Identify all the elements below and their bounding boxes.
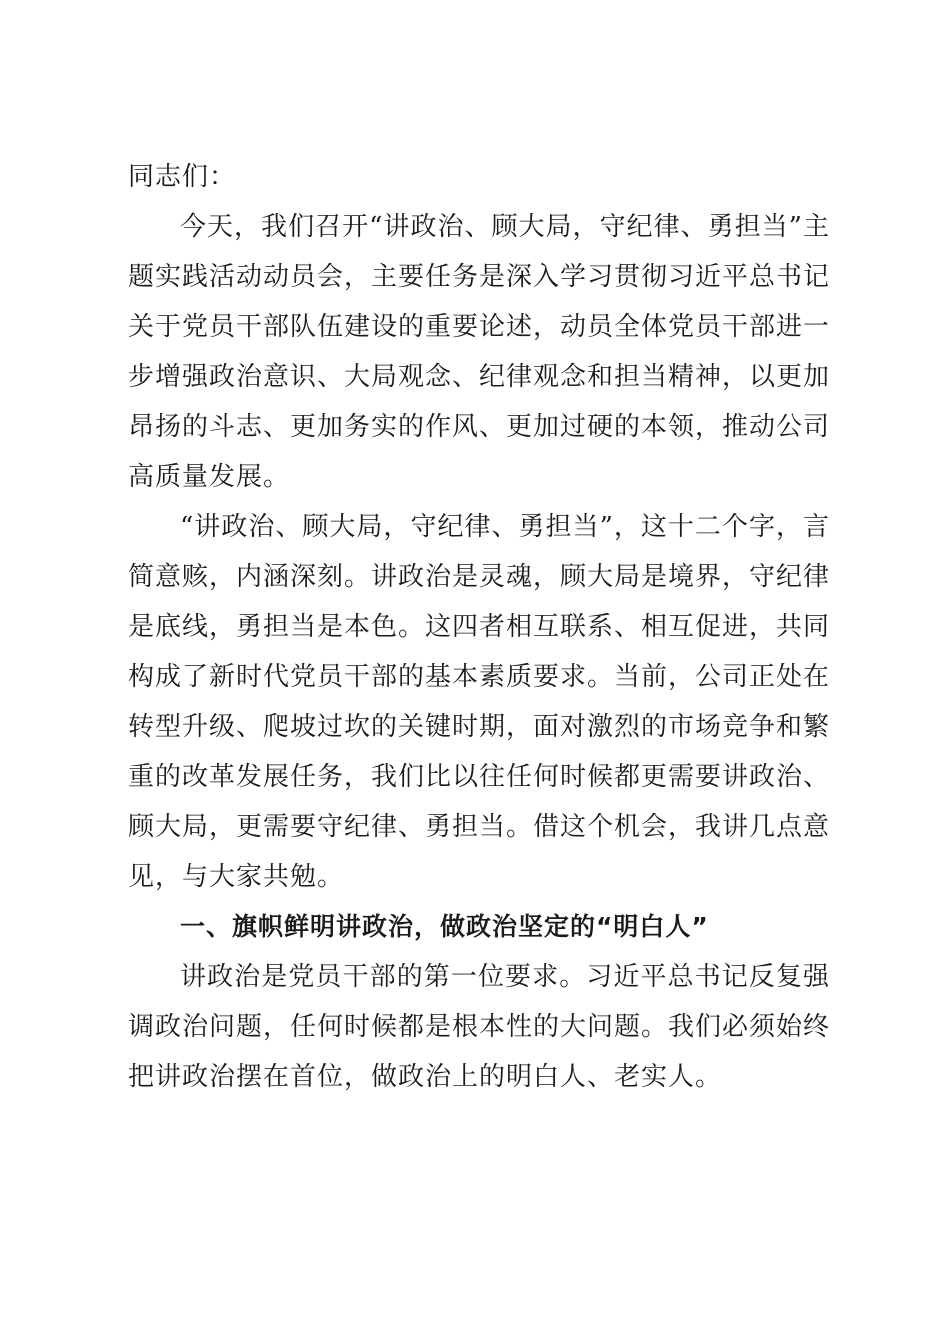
section-heading: 一、旗帜鲜明讲政治，做政治坚定的“明白人” xyxy=(180,912,709,941)
salutation: 同志们： xyxy=(128,162,237,192)
paragraph-context: “讲政治、顾大局，守纪律、勇担当”，这十二个字，言简意赅，内涵深刻。讲政治是灵魂，顾大局是境界，守纪律是底线，勇担当是本色。这四者相互联系、相互促进，共同构成了新时代党员干部的基本素质要求。当前，公司正处在转型升级、爬坡过坎的关键时期，面对激烈的市场竞争和繁重的改革发展任务，我们比以往任何时候都更需要讲政治、顾大局，更需要守纪律、勇担当。借这个机会，我讲几点意见，与大家共勉。 xyxy=(128,512,831,892)
paragraph-intro: 今天，我们召开“讲政治、顾大局，守纪律、勇担当”主题实践活动动员会，主要任务是深入学习贯彻习近平总书记关于党员干部队伍建设的重要论述，动员全体党员干部进一步增强政治意识、大局观念、纪律观念和担当精神，以更加昂扬的斗志、更加务实的作风、更加过硬的本领，推动公司高质量发展。 xyxy=(128,212,831,492)
section-paragraph: 讲政治是党员干部的第一位要求。习近平总书记反复强调政治问题，任何时候都是根本性的大问题。我们必须始终把讲政治摆在首位，做政治上的明白人、老实人。 xyxy=(128,962,831,1092)
document-body xyxy=(128,152,830,1102)
